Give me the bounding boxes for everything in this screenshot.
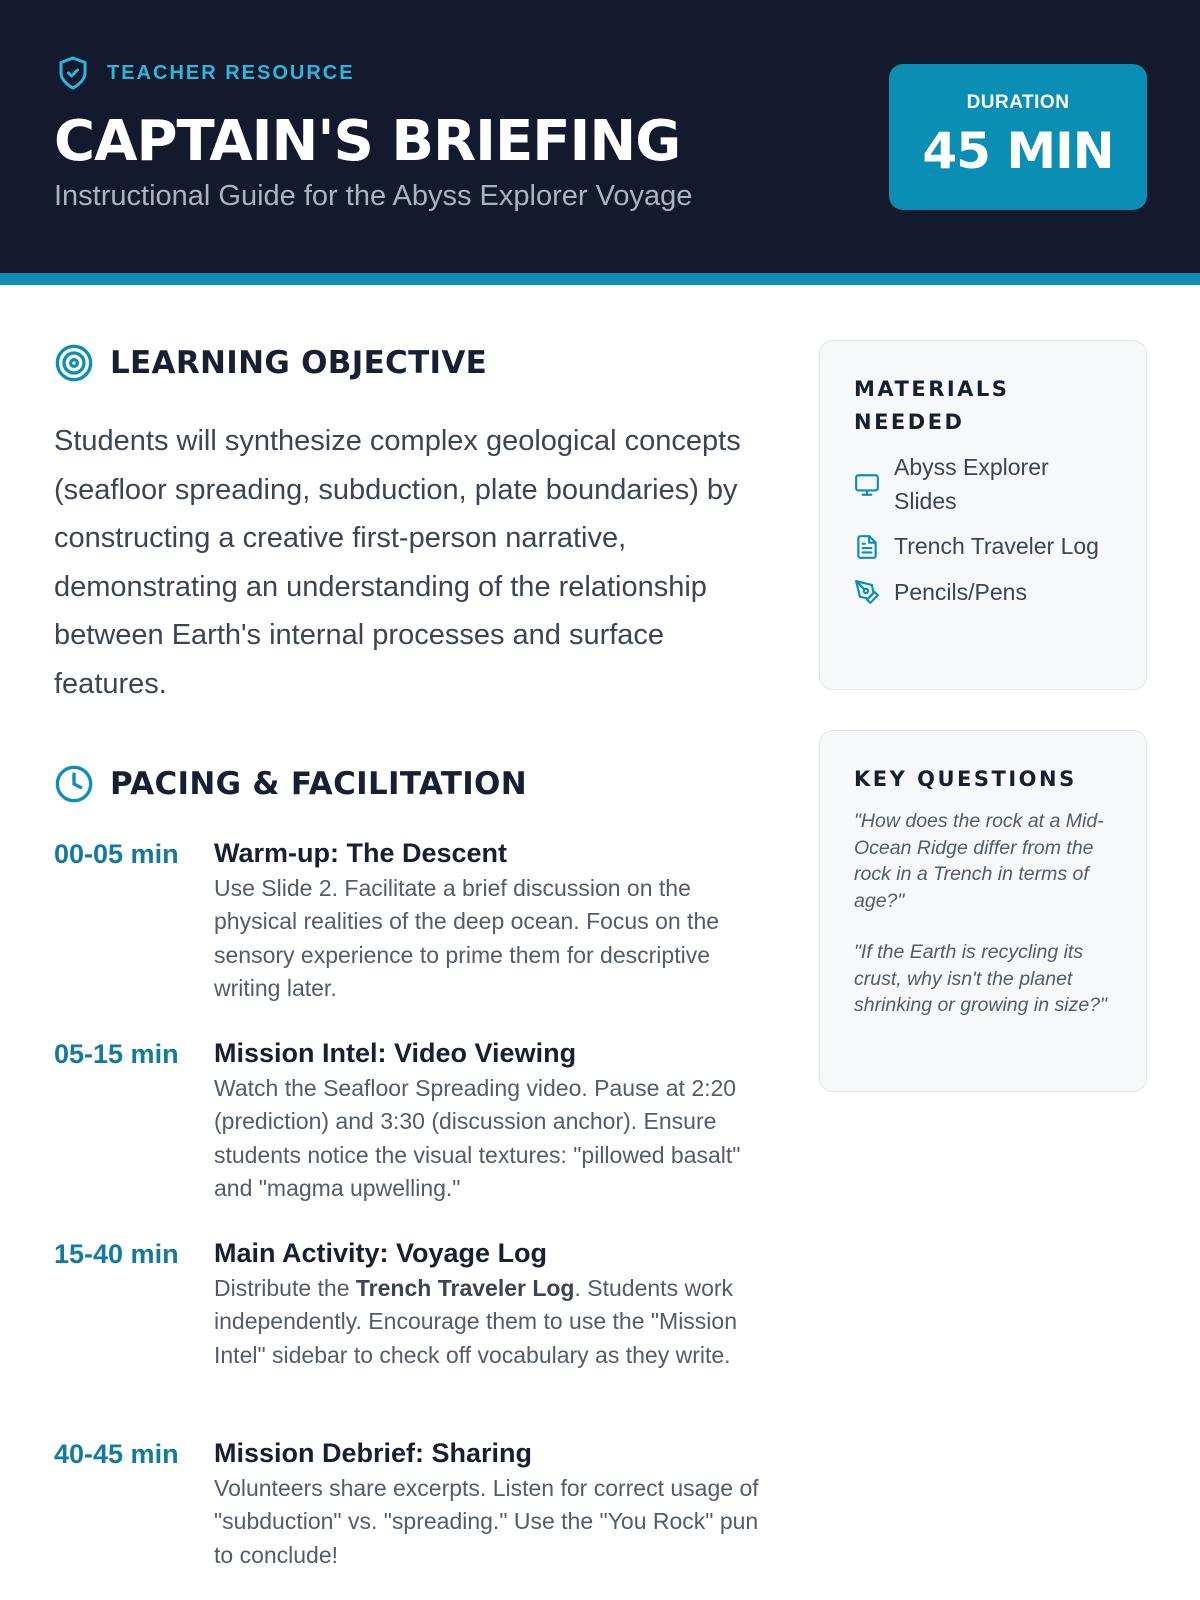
materials-card bbox=[819, 340, 1147, 690]
duration-label: DURATION bbox=[966, 92, 1070, 113]
material-label: Trench Traveler Log bbox=[894, 533, 1099, 559]
pacing-time: 05-15 min bbox=[54, 1039, 179, 1069]
objective-heading-text: LEARNING OBJECTIVE bbox=[110, 345, 488, 381]
pacing-desc: Use Slide 2. Facilitate a brief discussion on the physical realities of the deep ocean. Focus on the sensory experience to prime them for descriptive writing later. bbox=[214, 875, 720, 1001]
pacing-title: Warm-up: The Descent bbox=[214, 838, 508, 868]
material-item bbox=[854, 530, 1116, 564]
page-title: CAPTAIN'S BRIEFING bbox=[54, 109, 681, 174]
material-label: Pencils/Pens bbox=[894, 578, 1027, 605]
material-item bbox=[854, 451, 1116, 518]
material-label: Abyss Explorer Slides bbox=[894, 454, 1049, 514]
clock-icon bbox=[54, 764, 94, 804]
pacing-title: Main Activity: Voyage Log bbox=[214, 1238, 548, 1268]
material-item bbox=[854, 576, 1116, 610]
objective-heading bbox=[54, 343, 487, 383]
page-subtitle: Instructional Guide for the Abyss Explorer Voyage bbox=[54, 180, 693, 212]
monitor-icon bbox=[854, 472, 880, 498]
pacing-desc-end: . Students work independently. Encourage them to use the "Mission Intel" sidebar to check off vocabulary as they write. bbox=[214, 1275, 738, 1368]
document-icon bbox=[854, 534, 880, 560]
shield-check-icon bbox=[55, 55, 91, 91]
pacing-desc-bold: Trench Traveler Log bbox=[355, 1275, 575, 1301]
questions-heading: KEY QUESTIONS bbox=[854, 767, 1077, 791]
pacing-time: 40-45 min bbox=[54, 1439, 179, 1469]
pacing-title: Mission Debrief: Sharing bbox=[214, 1438, 533, 1468]
question-text: "If the Earth is recycling its crust, why isn't the planet shrinking or growing in size?" bbox=[854, 941, 1107, 1016]
pen-icon bbox=[854, 579, 880, 605]
pacing-desc: Volunteers share excerpts. Listen for correct usage of "subduction" vs. "spreading." Use the "You Rock" pun to conclude! bbox=[214, 1475, 759, 1568]
eyebrow-label: TEACHER RESOURCE bbox=[107, 61, 355, 84]
pacing-time: 15-40 min bbox=[54, 1239, 179, 1269]
pacing-desc: Watch the Seafloor Spreading video. Pause at 2:20 (prediction) and 3:30 (discussion anchor). Ensure students notice the visual textures: "pillowed basalt" and "magma upwelling." bbox=[214, 1075, 741, 1201]
pacing-body bbox=[214, 1434, 779, 1572]
duration-value: 45 MIN bbox=[922, 122, 1114, 180]
materials-heading: MATERIALS NEEDED bbox=[854, 377, 1010, 434]
objective-text: Students will synthesize complex geological concepts (seafloor spreading, subduction, plate boundaries) by constructing a creative first-person narrative, demonstrating an understanding of the relationship between Earth's internal processes and surface features. bbox=[54, 425, 741, 700]
pacing-title: Mission Intel: Video Viewing bbox=[214, 1038, 577, 1068]
pacing-heading-text: PACING & FACILITATION bbox=[110, 766, 527, 802]
pacing-body bbox=[214, 1034, 779, 1205]
target-icon bbox=[54, 343, 94, 383]
duration-badge bbox=[889, 64, 1147, 210]
materials-list bbox=[854, 451, 1116, 609]
question-text: "How does the rock at a Mid-Ocean Ridge differ from the rock in a Trench in terms of age?" bbox=[854, 810, 1104, 912]
eyebrow bbox=[55, 55, 355, 91]
questions-card bbox=[819, 730, 1147, 1092]
pacing-body bbox=[214, 1234, 779, 1372]
pacing-desc-start: Distribute the bbox=[214, 1275, 356, 1301]
header-accent-bar bbox=[0, 273, 1200, 285]
pacing-time: 00-05 min bbox=[54, 839, 179, 869]
pacing-heading bbox=[54, 764, 527, 804]
pacing-body bbox=[214, 834, 779, 1005]
pacing-desc bbox=[214, 1272, 779, 1372]
